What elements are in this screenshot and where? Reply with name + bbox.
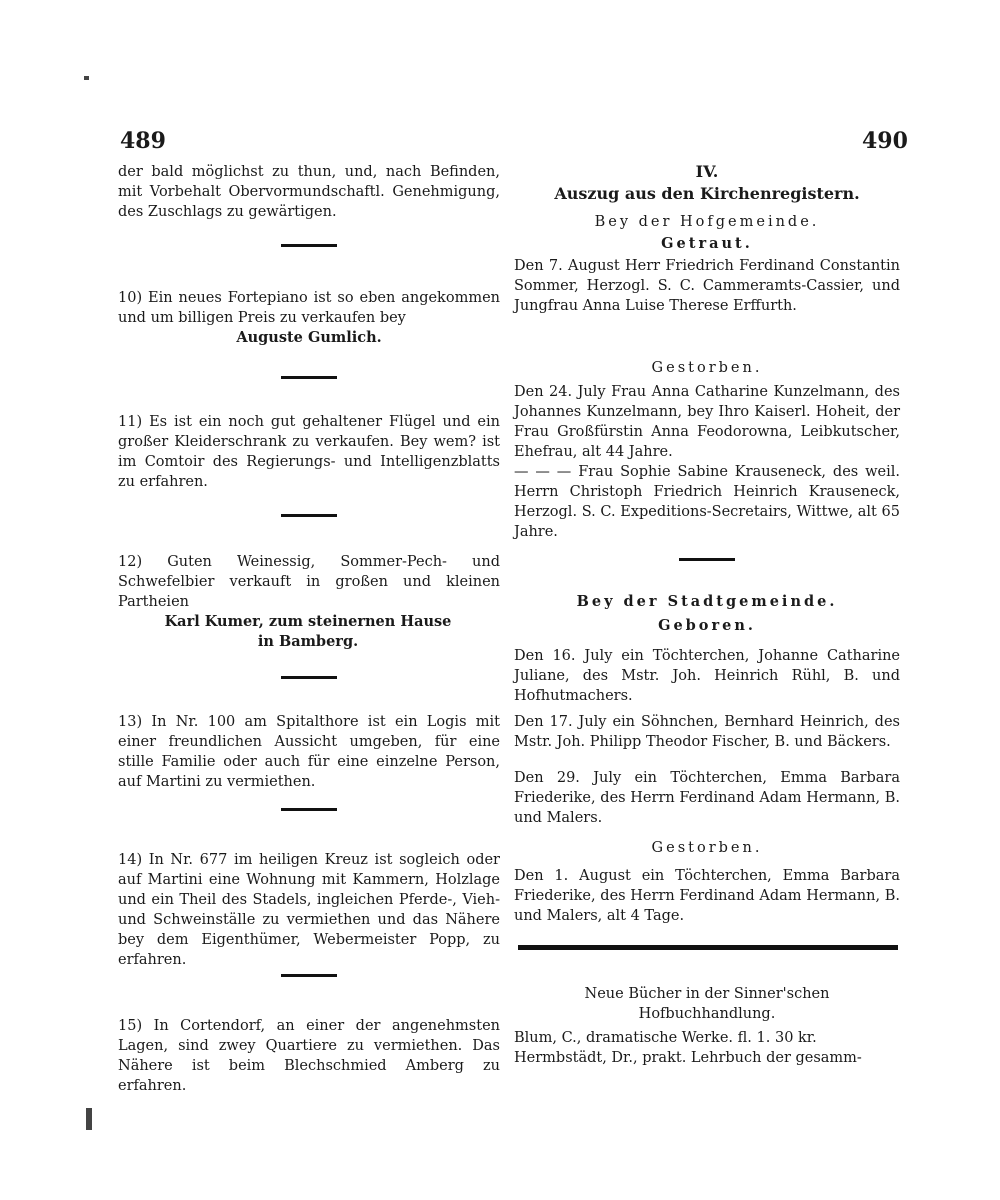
stadt-heading: Bey der Stadtgemeinde. [576, 593, 838, 610]
page-number-left: 489 [120, 128, 166, 154]
ad-11-text: 11) Es ist ein noch gut gehaltener Flügel und ein großer Kleiderschrank zu verkaufen. Bey wem? ist im Comtoir des Regierungs- und Intelligenzblatts zu erfahren. [118, 414, 500, 490]
margin-mark-bottom [86, 1108, 92, 1130]
hof-heading: Bey der Hofgemeinde. [594, 214, 820, 230]
stadt-born-heading: Geboren. [658, 617, 756, 634]
ad-10-text: 10) Ein neues Fortepiano ist so eben angekommen und um billigen Preis zu verkaufen bey [118, 290, 500, 326]
separator-4 [118, 676, 500, 679]
books-entry-2: Hermbstädt, Dr., prakt. Lehrbuch der gesamm- [514, 1050, 862, 1066]
separator-6 [118, 974, 500, 977]
ad-12-text: 12) Guten Weinessig, Sommer-Pech- und Schwefelbier verkauft in großen und kleinen Partheien [118, 554, 500, 610]
ad-13-text: 13) In Nr. 100 am Spitalthore ist ein Logis mit einer freundlichen Aussicht umgeben, für eine stille Familie oder auch für eine einzelne Person, auf Martini zu vermiethen. [118, 714, 500, 790]
separator-3 [118, 514, 500, 517]
section-numeral: IV. [695, 162, 719, 181]
intro-text: der bald möglichst zu thun, und, nach Befinden, mit Vorbehalt Obervormundschaftl. Genehmigung, des Zuschlags zu gewärtigen. [118, 164, 500, 220]
stadt-born-entry-2: Den 17. July ein Söhnchen, Bernhard Heinrich, des Mstr. Joh. Philipp Theodor Fischer, B. und Bäckers. [514, 714, 900, 750]
section-title: Auszug aus den Kirchenregistern. [554, 184, 860, 203]
stadt-born-entry-3: Den 29. July ein Töchterchen, Emma Barbara Friederike, des Herrn Ferdinand Adam Hermann, B. und Malers. [514, 770, 900, 826]
books-entry-1: Blum, C., dramatische Werke. fl. 1. 30 kr. [514, 1030, 817, 1046]
section-rule [518, 945, 898, 950]
stadt-died-entry: Den 1. August ein Töchterchen, Emma Barbara Friederike, des Herrn Ferdinand Adam Hermann, B. und Malers, alt 4 Tage. [514, 868, 900, 924]
stadt-born-entry-1: Den 16. July ein Töchterchen, Johanne Catharine Juliane, des Mstr. Joh. Heinrich Rühl, B. und Hofhutmachers. [514, 648, 900, 704]
ad-10-signature: Auguste Gumlich. [236, 329, 382, 346]
books-heading: Neue Bücher in der Sinner'schen Hofbuchhandlung. [584, 986, 830, 1022]
separator-2 [118, 376, 500, 379]
separator-1 [118, 244, 500, 247]
hof-died-entry-1: Den 24. July Frau Anna Catharine Kunzelmann, des Johannes Kunzelmann, bey Ihro Kaiserl. Hoheit, der Frau Großfürstin Anna Feodorowna, Leibkutscher, Ehefrau, alt 44 Jahre. [514, 384, 900, 460]
hof-died-heading: Gestorben. [651, 360, 763, 376]
margin-mark-top [84, 76, 89, 80]
page-number-right: 490 [862, 128, 908, 154]
ad-14-text: 14) In Nr. 677 im heiligen Kreuz ist sogleich oder auf Martini eine Wohnung mit Kammern, Holzlage und ein Theil des Stadels, ingleichen Pferde-, Vieh- und Schweinställe zu vermiethen und das Nähere bey dem Eigenthümer, Webermeister Popp, zu erfahren. [118, 852, 500, 968]
separator-5 [118, 808, 500, 811]
hof-married-entry: Den 7. August Herr Friedrich Ferdinand Constantin Sommer, Herzogl. S. C. Cammeramts-Cassier, und Jungfrau Anna Luise Therese Erffurth. [514, 258, 900, 314]
ad-12-signature: Karl Kumer, zum steinernen Hause in Bamberg. [164, 613, 452, 650]
ad-15-text: 15) In Cortendorf, an einer der angenehmsten Lagen, sind zwey Quartiere zu vermiethen. Das Nähere ist beim Blechschmied Amberg zu erfahren. [118, 1018, 500, 1094]
hof-married-heading: Getraut. [661, 235, 753, 252]
separator-right-1 [514, 558, 900, 561]
stadt-died-heading: Gestorben. [651, 840, 763, 856]
hof-died-entry-2: — — — Frau Sophie Sabine Krauseneck, des weil. Herrn Christoph Friedrich Heinrich Krauseneck, Herzogl. S. C. Expeditions-Secretairs, Wittwe, alt 65 Jahre. [514, 464, 900, 540]
